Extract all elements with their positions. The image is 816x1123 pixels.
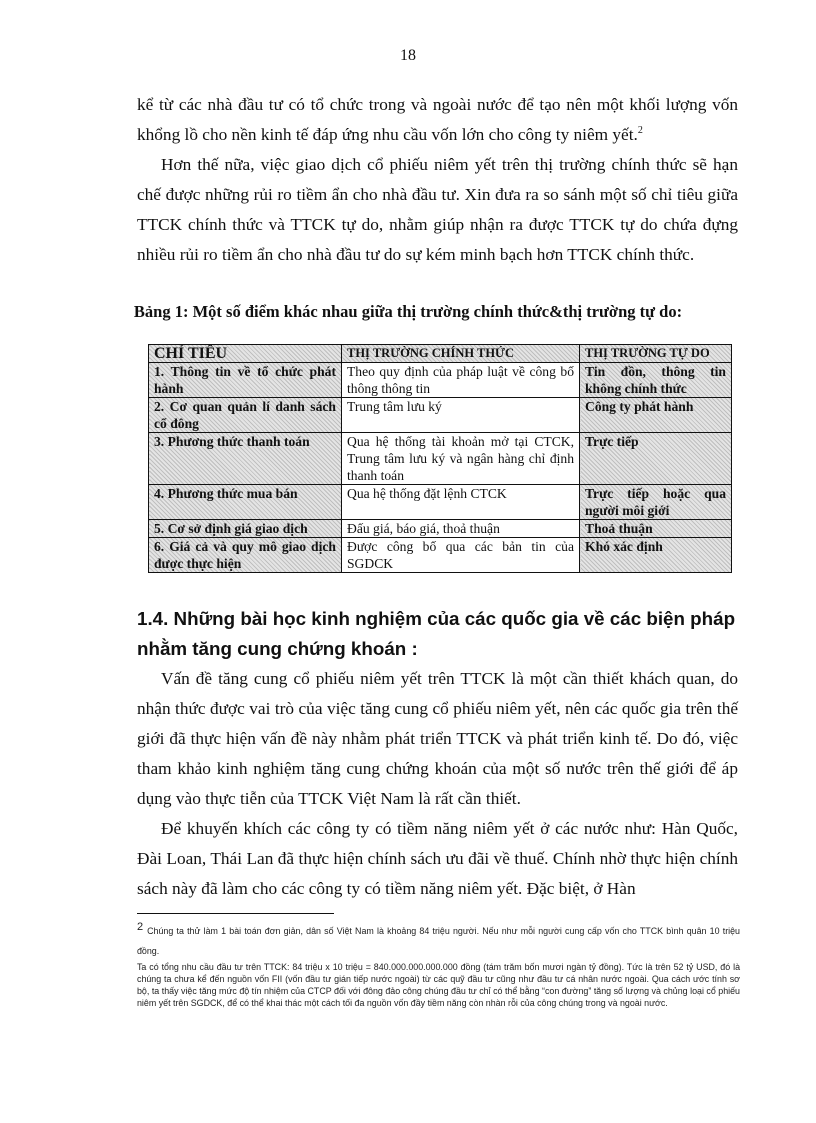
header-criteria: CHỈ TIÊU — [149, 345, 342, 363]
footnote-block — [137, 921, 740, 1009]
paragraph-tax-incentives: Để khuyến khích các công ty có tiềm năng niêm yết ở các nước như: Hàn Quốc, Đài Loan, Thái Lan đã thực hiện chính sách ưu đãi về thuế. Chính nhờ thực hiện chính sách này đã làm cho các công ty có tiềm năng niêm yết. Đặc biệt, ở Hàn — [137, 819, 738, 898]
criteria-cell: 5. Cơ sở định giá giao dịch — [149, 520, 342, 538]
free-market-cell: Trực tiếp — [580, 433, 732, 485]
table-header-row — [149, 345, 732, 363]
free-market-cell: Tin đồn, thông tin không chính thức — [580, 363, 732, 398]
official-market-cell: Qua hệ thống đặt lệnh CTCK — [342, 485, 580, 520]
official-market-cell: Đấu giá, báo giá, thoả thuận — [342, 520, 580, 538]
criteria-cell: 6. Giá cả và quy mô giao dịch được thực hiện — [149, 538, 342, 573]
footnote-line-2: Ta có tổng nhu cầu đầu tư trên TTCK: 84 triệu x 10 triệu = 840.000.000.000.000 đồng (tám trăm bốn mươi ngàn tỷ đồng). Tức là trên 52 tỷ USD, đó là chúng ta chưa kể đến nguồn vốn FII (vốn đầu tư gián tiếp nước ngoài) từ các quỹ đầu tư cũng như đầu tư cá nhân nước ngoài. Qua cách ước tính sơ bộ, ta thấy việc tăng mức độ tín nhiệm của CTCP đối với đông đảo công chúng đầu tư chỉ có thể bằng “con đường” tăng số lượng và chủng loại cổ phiếu niêm yết trên SGDCK, để có thể khai thác một cách tối đa nguồn vốn đầy tiềm năng còn nhàn rỗi của công chúng trong và ngoài nước. — [137, 962, 740, 1008]
table-row — [149, 398, 732, 433]
criteria-cell: 4. Phương thức mua bán — [149, 485, 342, 520]
free-market-cell: Thoả thuận — [580, 520, 732, 538]
section-heading: 1.4. Những bài học kinh nghiệm của các quốc gia về các biện pháp nhằm tăng cung chứng khoán : — [137, 608, 736, 659]
free-market-cell: Công ty phát hành — [580, 398, 732, 433]
page-number: 18 — [400, 47, 416, 64]
paragraph-continued — [137, 90, 738, 150]
footnote-text: Chúng ta thử làm 1 bài toán đơn giản, dân số Việt Nam là khoảng 84 triệu người. Nếu như mỗi người cung cấp vốn cho TTCK bình quân 10 triệu đồng. — [137, 926, 740, 956]
official-market-cell: Qua hệ thống tài khoản mở tại CTCK, Trung tâm lưu ký và ngân hàng chỉ định thanh toán — [342, 433, 580, 485]
criteria-cell: 1. Thông tin về tổ chức phát hành — [149, 363, 342, 398]
official-market-cell: Trung tâm lưu ký — [342, 398, 580, 433]
header-official-market: THỊ TRƯỜNG CHÍNH THỨC — [342, 345, 580, 363]
criteria-cell: 2. Cơ quan quản lí danh sách cổ đông — [149, 398, 342, 433]
paragraph-experience: Vấn đề tăng cung cổ phiếu niêm yết trên TTCK là một cần thiết khách quan, do nhận thức được vai trò của việc tăng cung cổ phiếu niêm yết, nên các quốc gia trên thế giới đã thực hiện vấn đề này nhằm phát triển TTCK và phát triển kinh tế. Do đó, việc tham khảo kinh nghiệm tăng cung chứng khoán của một số nước trên thế giới để áp dụng vào thực tiễn của TTCK Việt Nam là rất cần thiết. — [137, 669, 738, 808]
comparison-table — [148, 344, 732, 573]
paragraph-text: kể từ các nhà đầu tư có tổ chức trong và ngoài nước để tạo nên một khối lượng vốn khổng lồ cho nền kinh tế đáp ứng nhu cầu vốn lớn cho công ty niêm yết. — [137, 95, 738, 144]
table-row — [149, 485, 732, 520]
free-market-cell: Trực tiếp hoặc qua người môi giới — [580, 485, 732, 520]
official-market-cell: Theo quy định của pháp luật về công bố thông thông tin — [342, 363, 580, 398]
official-market-cell: Được công bố qua các bản tin của SGDCK — [342, 538, 580, 573]
table-row — [149, 363, 732, 398]
table-row — [149, 433, 732, 485]
footnote-divider — [137, 913, 334, 914]
footnote-reference[interactable]: 2 — [637, 125, 643, 137]
free-market-cell: Khó xác định — [580, 538, 732, 573]
footnote-marker: 2 — [137, 921, 144, 934]
table-caption: Bảng 1: Một số điểm khác nhau giữa thị trường chính thức&thị trường tự do: — [133, 302, 683, 321]
table-row — [149, 538, 732, 573]
footnote-line-1 — [137, 921, 740, 961]
criteria-cell: 3. Phương thức thanh toán — [149, 433, 342, 485]
header-free-market: THỊ TRƯỜNG TỰ DO — [580, 345, 732, 363]
paragraph-comparison-intro: Hơn thế nữa, việc giao dịch cổ phiếu niêm yết trên thị trường chính thức sẽ hạn chế được những rủi ro tiềm ẩn cho nhà đầu tư. Xin đưa ra so sánh một số chỉ tiêu giữa TTCK chính thức và TTCK tự do, nhằm giúp nhận ra được TTCK tự do chứa đựng nhiều rủi ro tiềm ẩn cho nhà đầu tư do sự kém minh bạch hơn TTCK chính thức. — [137, 155, 738, 264]
table-row — [149, 520, 732, 538]
